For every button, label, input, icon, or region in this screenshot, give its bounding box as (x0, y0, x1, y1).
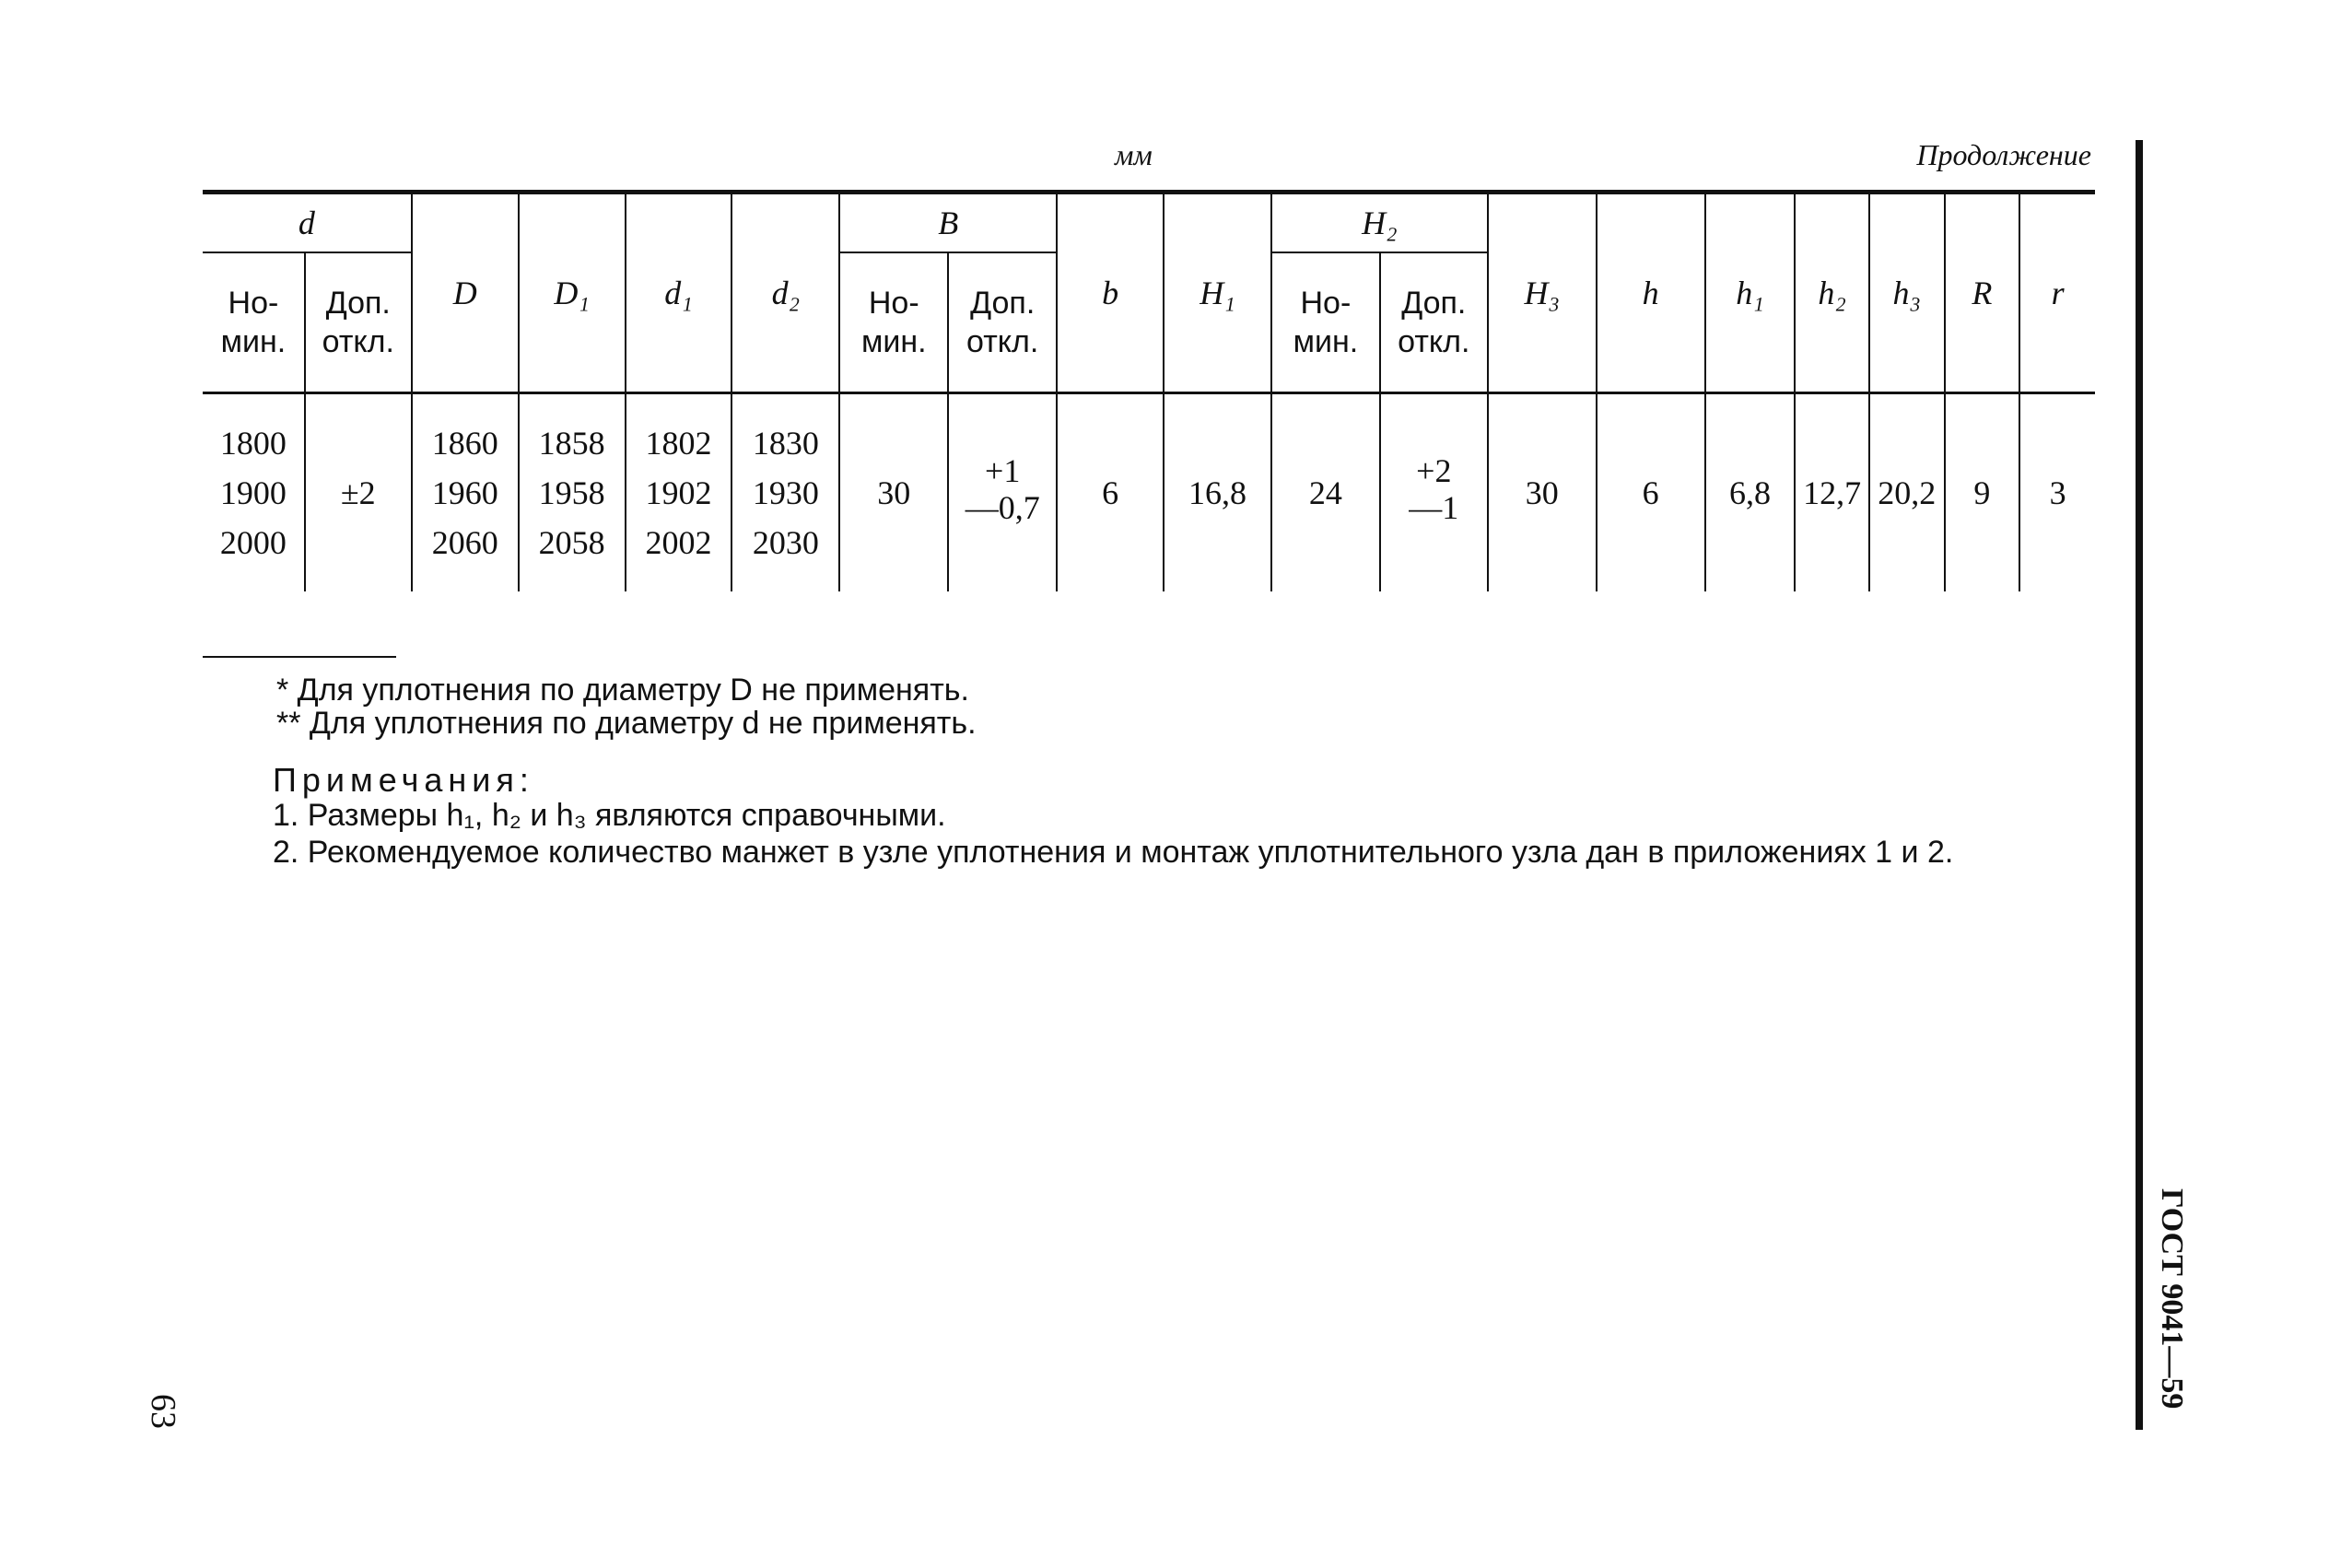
note-1: 1. Размеры h₁, h₂ и h₃ являются справочными. (273, 798, 946, 833)
header-H2-nom: Но- мин. (1271, 252, 1380, 393)
cell-b: 6 (1057, 393, 1164, 592)
cell-h: 6 (1597, 393, 1705, 592)
header-d-tol: Доп. откл. (305, 252, 412, 393)
header-D: D (412, 193, 519, 393)
cell-H3: 30 (1488, 393, 1597, 592)
cell-d-nom: 1800 1900 2000 (219, 425, 287, 561)
cell-D1: 1858 1958 2058 (519, 393, 626, 592)
continuation-label: Продолжение (1916, 138, 2091, 171)
cell-d1: 1802 1902 2002 (626, 393, 732, 592)
cell-H2-tol: +2 —1 (1380, 393, 1488, 592)
cell-H2-nom: 24 (1271, 393, 1380, 592)
standard-code: ГОСТ 9041—59 (2155, 1188, 2189, 1410)
header-B-tol: Доп. откл. (948, 252, 1057, 393)
header-d: d (203, 193, 412, 253)
cell-h3: 20,2 (1869, 393, 1945, 592)
cell-d2: 1830 1930 2030 (731, 393, 839, 592)
header-B: B (839, 193, 1057, 253)
header-h2: h₂ (1795, 193, 1869, 393)
cell-d-tol: ±2 (305, 393, 412, 592)
dimensions-table (203, 190, 2095, 591)
cell-h1: 6,8 (1705, 393, 1796, 592)
header-b: b (1057, 193, 1164, 393)
cell-h2: 12,7 (1795, 393, 1869, 592)
header-h: h (1597, 193, 1705, 393)
units-label: мм (1115, 138, 1153, 171)
cell-H1: 16,8 (1164, 393, 1271, 592)
header-h1: h₁ (1705, 193, 1796, 393)
footnote-2: ** Для уплотнения по диаметру d не применять. (276, 706, 977, 741)
cell-D: 1860 1960 2060 (412, 393, 519, 592)
cell-B-nom: 30 (839, 393, 948, 592)
footnote-1: * Для уплотнения по диаметру D не применять. (276, 673, 969, 708)
footnote-rule (203, 656, 396, 658)
header-H2: H₂ (1271, 193, 1488, 253)
header-h3: h₃ (1869, 193, 1945, 393)
table-row (203, 393, 2095, 592)
note-2: 2. Рекомендуемое количество манжет в узле уплотнения и монтаж уплотнительного узла дан в приложениях 1 и 2. (273, 835, 1954, 870)
notes-title: Примечания: (273, 761, 534, 799)
cell-r: 3 (2019, 393, 2095, 592)
header-d-nom: Но- мин. (220, 285, 287, 359)
header-D1: D₁ (519, 193, 626, 393)
header-B-nom: Но- мин. (839, 252, 948, 393)
margin-rule (2136, 140, 2143, 1430)
cell-B-tol: +1 —0,7 (948, 393, 1057, 592)
header-d1: d₁ (626, 193, 732, 393)
page-number: 63 (144, 1394, 182, 1429)
header-d2: d₂ (731, 193, 839, 393)
header-H1: H₁ (1164, 193, 1271, 393)
header-R: R (1945, 193, 2020, 393)
cell-R: 9 (1945, 393, 2020, 592)
header-H3: H₃ (1488, 193, 1597, 393)
header-r: r (2019, 193, 2095, 393)
header-H2-tol: Доп. откл. (1380, 252, 1488, 393)
